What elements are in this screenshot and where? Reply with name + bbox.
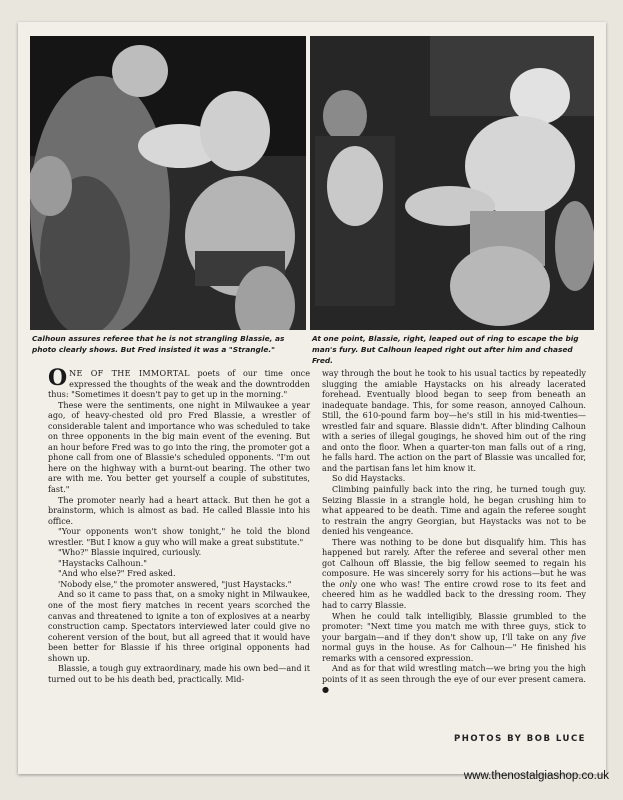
emphasis: five	[571, 631, 586, 642]
article-paragraph: The promoter nearly had a heart attack. But then he got a brainstorm, which is almost as bad. He called Blassie into his office.	[48, 494, 310, 526]
article-paragraph: And so it came to pass that, on a smoky night in Milwaukee, one of the most fiery matches in recent years scorched the canvas and threatened to ignite a ton of explosives at a nearby construction camp. Spectators interviewed later could give no coherent version of the bout, but all agreed that it would have been better for Blassie if his three original opponents had shown up.	[48, 589, 310, 663]
lead-text: poets of our time once expressed the thoughts of the weak and the downtrodden thus: "Sometimes it doesn't pay to get up in the morning."	[48, 368, 310, 400]
photo-blassie-leaps-image	[310, 36, 594, 330]
article-paragraph: "Haystacks Calhoun."	[58, 557, 147, 568]
article-paragraph: Blassie, a tough guy extraordinary, made his own bed—and it turned out to be his death bed, practically. Mid-	[48, 663, 310, 684]
lead-smallcaps: NE OF THE IMMORTAL	[69, 368, 190, 378]
photo-caption-right: At one point, Blassie, right, leaped out of ring to escape the big man's fury. But Calhoun leaped right out after him and chased Fred.	[312, 334, 579, 365]
article-paragraph: 'Nobody else," the promoter answered, "just Haystacks."	[58, 578, 292, 589]
article-paragraph: So did Haystacks.	[332, 473, 406, 484]
photo-calhoun-referee-image	[30, 36, 306, 330]
magazine-page	[18, 22, 606, 774]
text-run: one who was! The entire crowd rose to its feet and cheered him as he waddled back to the dressing room. They had to carry Blassie.	[322, 578, 586, 611]
article-paragraph: "And who else?" Fred asked.	[58, 568, 176, 579]
end-mark: ●	[322, 684, 330, 695]
photo-credit: PHOTOS BY BOB LUCE	[453, 734, 586, 744]
article-paragraph	[322, 611, 586, 664]
site-watermark: www.thenostalgiashop.co.uk	[463, 770, 609, 782]
article-paragraph: "Your opponents won't show tonight," he told the blond wrestler. "But I know a guy who will make a great substitute."	[48, 526, 310, 547]
photo-calhoun-referee	[30, 36, 306, 330]
article-lead-paragraph	[48, 365, 310, 400]
article-column-right	[322, 368, 586, 695]
text-run: There was nothing to be done but disqualify him. This has happened but rarely. After the referee and several other men got Calhoun off Blassie, the big fellow seemed to regain his composure. He was sincerely sorry for his actions—but he was the	[322, 536, 586, 589]
article-paragraph: Climbing painfully back into the ring, he turned tough guy. Seizing Blassie in a strangle hold, he began crushing him to what appeared to be death. Time and again the referee sought to restrain the angry Georgian, but Haystacks was not to be denied his vengeance.	[322, 484, 586, 537]
photo-caption-left: Calhoun assures referee that he is not strangling Blassie, as photo clearly shows. But Fred insisted it was a "Strangle."	[32, 334, 285, 354]
article-paragraph: These were the sentiments, one night in Milwaukee a year ago, of heavy-chested old pro Fred Blassie, a wrestler of considerable talent and importance who was scheduled to take on three opponents in the big main event of the evening. But an hour before Fred was to go into the ring, the promoter got a phone call from one of Blassie's scheduled opponents. "I'm out here on the highway with a burnt-out bearing. The other two are with me. You better get yourself a couple of substitutes, fast."	[48, 399, 310, 495]
article-paragraph: "Who?" Blassie inquired, curiously.	[58, 547, 202, 558]
emphasis: only	[339, 578, 357, 589]
article-continuation: way through the bout he took to his usual tactics by repeatedly slugging the amiable Haystacks on his already lacerated forehead. Eventually blood began to seep from beneath an inadequate bandage. This, for some reason, annoyed Calhoun. Still, the 610-pound farm boy—he's still in his mid-twenties—wrestled fair and square. Blassie didn't. After blinding Calhoun with a series of illegal gougings, he shoved him out of the ring and onto the floor. When a quarter-ton man falls out of a ring, he falls hard. The action on the part of Blassie was uncalled for, and the partisan fans let him know it.	[322, 368, 586, 473]
text-run: When he could talk intelligibly, Blassie grumbled to the promoter: "Next time you match me with three guys, stick to your bargain—and if they don't show up, I'll take on any	[322, 610, 586, 642]
photo-blassie-leaps	[310, 36, 594, 330]
article-closing-paragraph	[322, 663, 586, 695]
article-column-left	[48, 365, 310, 684]
text-run: normal guys in the house. As for Calhoun—" He finished his remarks with a censored expression.	[322, 642, 586, 663]
drop-cap: O	[48, 365, 68, 391]
article-paragraph	[322, 537, 586, 611]
closing-text: And as for that wild wrestling match—we bring you the high points of it as seen through the eye of our ever present camera.	[322, 663, 586, 684]
